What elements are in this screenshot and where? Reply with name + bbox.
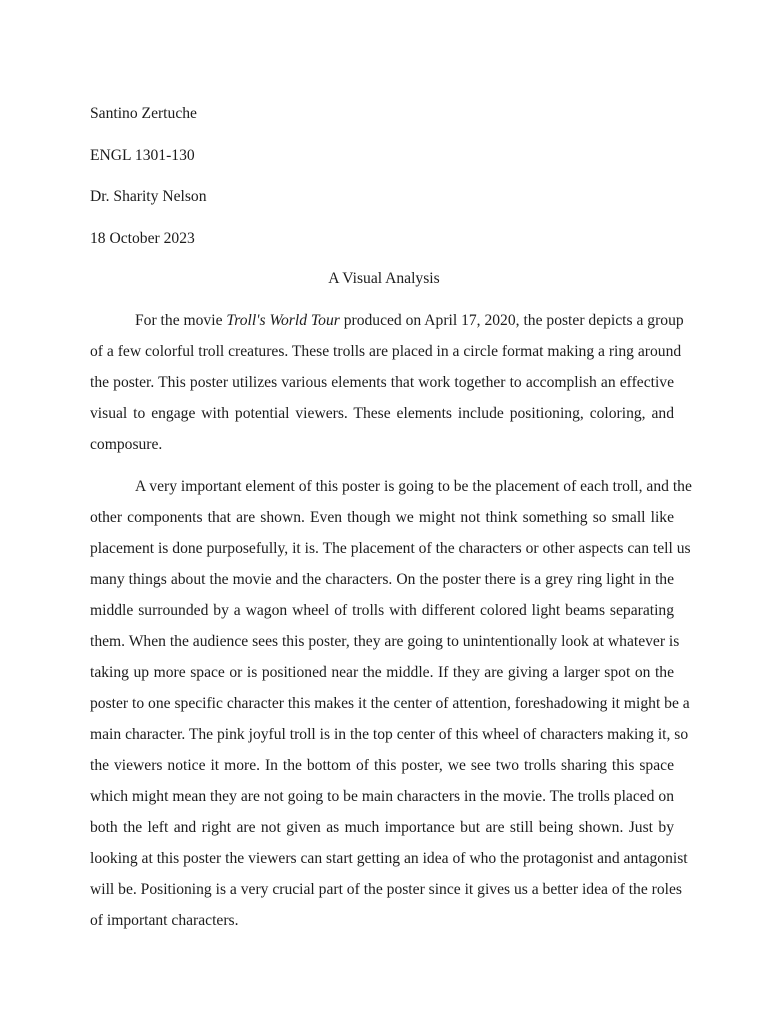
paragraph-line: poster to one specific character this makes it the center of attention, foreshadowing it might be a — [90, 695, 690, 712]
course-code: ENGL 1301-130 — [90, 147, 195, 164]
essay-title: A Visual Analysis — [328, 270, 440, 287]
paragraph-line: composure. — [90, 436, 163, 453]
instructor-name: Dr. Sharity Nelson — [90, 188, 207, 205]
movie-title: Troll's World Tour — [226, 312, 340, 329]
paragraph-line: the viewers notice it more. In the bottom of this poster, we see two trolls sharing this space — [90, 757, 674, 774]
author-name: Santino Zertuche — [90, 105, 197, 122]
paragraph-line: looking at this poster the viewers can start getting an idea of who the protagonist and antagonist — [90, 850, 688, 867]
paragraph-line: both the left and right are not given as much importance but are still being shown. Just by — [90, 819, 674, 836]
paragraph-line: other components that are shown. Even though we might not think something so small like — [90, 509, 674, 526]
paragraph-line: placement is done purposefully, it is. The placement of the characters or other aspects can tell us — [90, 540, 691, 557]
paragraph-line: taking up more space or is positioned near the middle. If they are giving a larger spot on the — [90, 664, 674, 681]
paragraph-line: main character. The pink joyful troll is in the top center of this wheel of characters making it, so — [90, 726, 689, 743]
paragraph-text: produced on April 17, 2020, the poster depicts a group — [339, 312, 684, 329]
paragraph-line: middle surrounded by a wagon wheel of trolls with different colored light beams separating — [90, 602, 674, 619]
paragraph-line: which might mean they are not going to be main characters in the movie. The trolls placed on — [90, 788, 674, 805]
paragraph-line: A very important element of this poster is going to be the placement of each troll, and the — [135, 478, 692, 495]
paragraph-line: of a few colorful troll creatures. These trolls are placed in a circle format making a ring around — [90, 343, 682, 360]
paragraph-line: visual to engage with potential viewers. These elements include positioning, coloring, and — [90, 405, 674, 422]
paragraph-line: of important characters. — [90, 912, 239, 929]
paragraph-line: the poster. This poster utilizes various elements that work together to accomplish an effective — [90, 374, 674, 391]
paragraph-line: will be. Positioning is a very crucial part of the poster since it gives us a better idea of the roles — [90, 881, 682, 898]
paragraph-line: them. When the audience sees this poster, they are going to unintentionally look at whatever is — [90, 633, 680, 650]
paragraph-text: For the movie — [135, 312, 227, 329]
essay-date: 18 October 2023 — [90, 230, 195, 247]
paragraph-line: many things about the movie and the characters. On the poster there is a grey ring light in the — [90, 571, 674, 588]
paragraph-line — [135, 311, 684, 331]
